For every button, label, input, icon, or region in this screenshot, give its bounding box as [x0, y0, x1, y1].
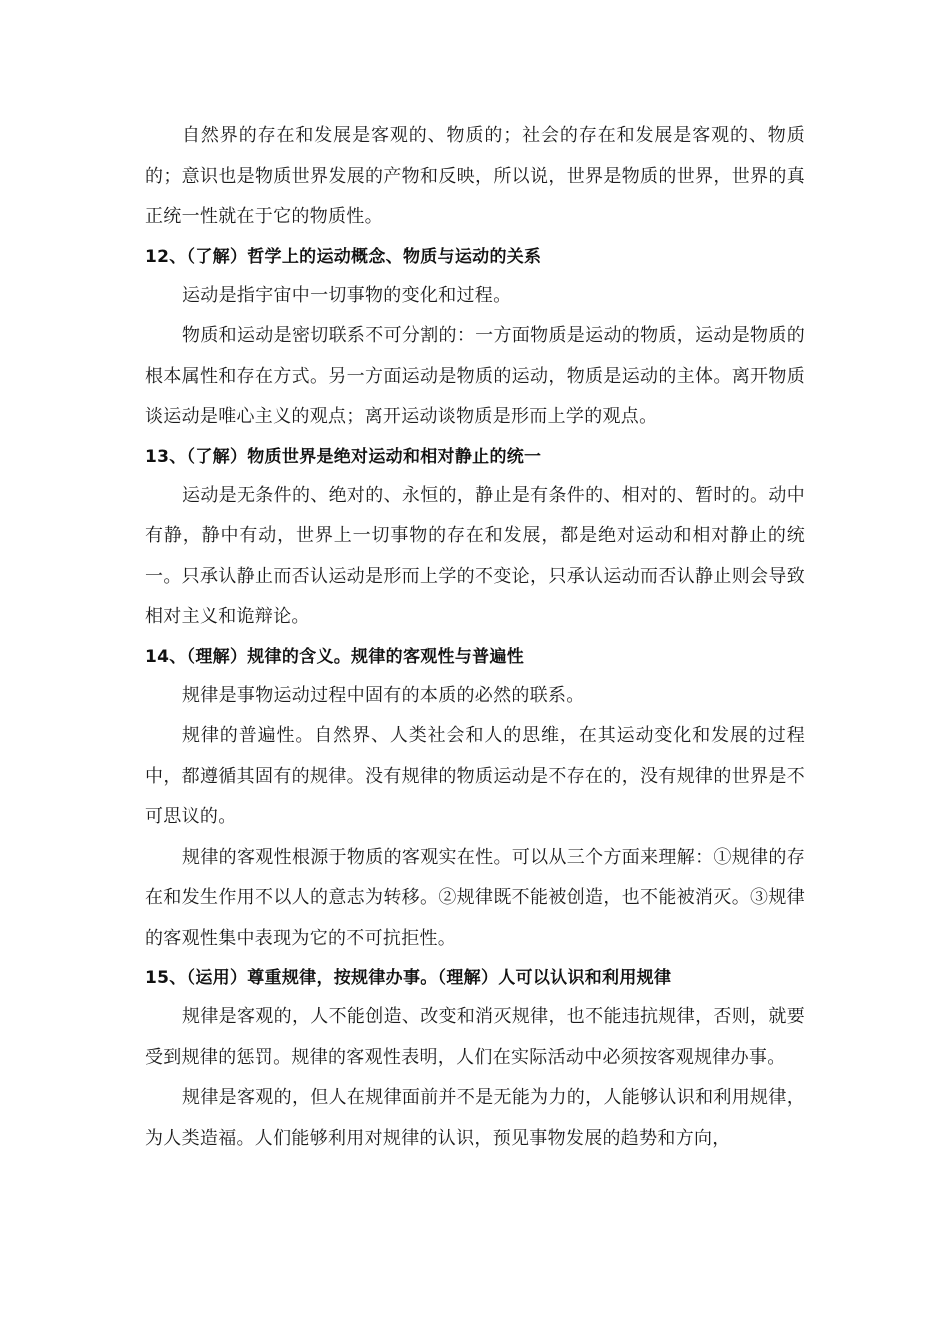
- paragraph: 规律是客观的，人不能创造、改变和消灭规律，也不能违抗规律，否则，就要受到规律的惩罚。规律的客观性表明，人们在实际活动中必须按客观规律办事。: [145, 1006, 805, 1068]
- paragraph: 运动是无条件的、绝对的、永恒的，静止是有条件的、相对的、暂时的。动中有静，静中有动，世界上一切事物的存在和发展，都是绝对运动和相对静止的统一。只承认静止而否认运动是形而上学的不变论，只承认运动而否认静止则会导致相对主义和诡辩论。: [145, 484, 805, 627]
- section-heading-14: 14、（理解）规律的含义。规律的客观性与普遍性: [145, 646, 525, 667]
- document-body: [145, 116, 805, 1159]
- paragraph: 规律的客观性根源于物质的客观实在性。可以从三个方面来理解：①规律的存在和发生作用不以人的意志为转移。②规律既不能被创造，也不能被消灭。③规律的客观性集中表现为它的不可抗拒性。: [145, 846, 805, 949]
- section-heading-13: 13、（了解）物质世界是绝对运动和相对静止的统一: [145, 446, 542, 467]
- section-heading-12: 12、（了解）哲学上的运动概念、物质与运动的关系: [145, 246, 542, 267]
- paragraph: 自然界的存在和发展是客观的、物质的；社会的存在和发展是客观的、物质的；意识也是物质世界发展的产物和反映，所以说，世界是物质的世界，世界的真正统一性就在于它的物质性。: [145, 125, 805, 227]
- paragraph: 规律的普遍性。自然界、人类社会和人的思维，在其运动变化和发展的过程中，都遵循其固有的规律。没有规律的物质运动是不存在的，没有规律的世界是不可思议的。: [145, 725, 805, 827]
- paragraph: 规律是事物运动过程中固有的本质的必然的联系。: [182, 684, 585, 706]
- section-heading-15: 15、（运用）尊重规律，按规律办事。（理解）人可以认识和利用规律: [145, 968, 672, 988]
- paragraph: 物质和运动是密切联系不可分割的：一方面物质是运动的物质，运动是物质的根本属性和存在方式。另一方面运动是物质的运动，物质是运动的主体。离开物质谈运动是唯心主义的观点；离开运动谈物质是形而上学的观点。: [145, 325, 805, 427]
- paragraph: 规律是客观的，但人在规律面前并不是无能为力的，人能够认识和利用规律，为人类造福。人们能够利用对规律的认识，预见事物发展的趋势和方向，: [145, 1087, 805, 1149]
- paragraph: 运动是指宇宙中一切事物的变化和过程。: [182, 284, 512, 306]
